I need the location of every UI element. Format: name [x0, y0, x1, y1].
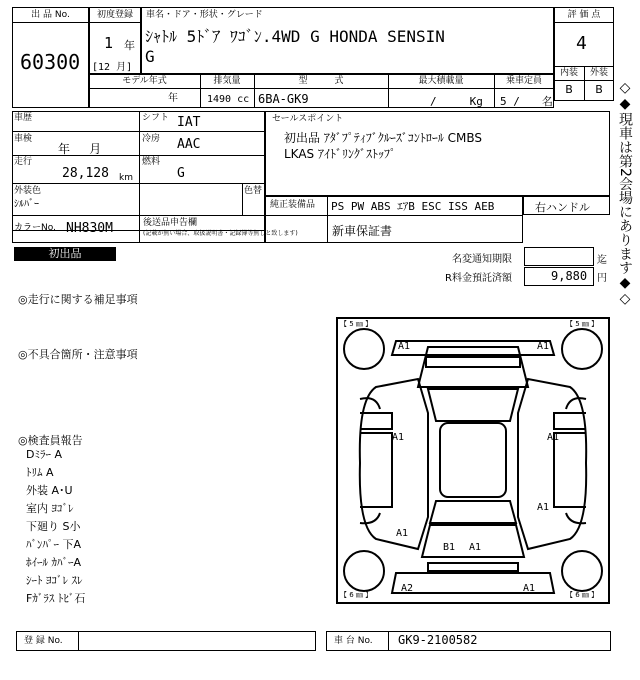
tire-front-left	[344, 329, 384, 369]
inspector-item: ﾎｲｰﾙ ｶﾊﾞｰA	[26, 556, 82, 569]
divider	[12, 131, 265, 132]
roof	[440, 423, 506, 497]
load-value: / Kg	[430, 95, 483, 108]
exterior-grade: B	[595, 83, 603, 96]
divider	[242, 183, 243, 215]
color-no-label: カラーNo.	[14, 223, 56, 233]
tire-rear-right	[562, 551, 602, 591]
tire-front-right	[562, 329, 602, 369]
ac-value: AAC	[177, 137, 201, 152]
divider	[89, 88, 554, 89]
divider	[12, 22, 89, 23]
divider	[554, 22, 614, 23]
damage-mark: A1	[523, 583, 536, 594]
notice-label: 名変通知期限	[452, 254, 512, 265]
capacity-label: 乗車定員	[505, 76, 542, 86]
aftermarket-note: (記載が無い場合、取扱説明書・記録簿等無しと致します)	[143, 230, 298, 237]
left-front-fender	[360, 413, 392, 429]
chassis-value: GK9-2100582	[398, 633, 478, 647]
divider	[139, 215, 140, 243]
fuel-label: 燃料	[142, 157, 161, 167]
tire-rear-left	[344, 551, 384, 591]
interior-label: 内装	[559, 68, 578, 78]
sales-point-line2: LKAS ｱｲﾄﾞﾘﾝｸﾞｽﾄｯﾌﾟ	[284, 147, 396, 161]
repaint-label: 色替	[244, 186, 263, 196]
color-no-value: NH830M	[66, 221, 113, 236]
car-name-line2: G	[145, 47, 155, 66]
driving-notes-label: ◎走行に関する補足事項	[18, 293, 138, 306]
front-grille	[426, 357, 520, 367]
fee-value: 9,880	[551, 269, 588, 283]
defects-label: ◎不具合箇所・注意事項	[18, 348, 138, 361]
side-banner	[614, 80, 636, 370]
history-label: 車歴	[14, 113, 33, 123]
car-name-line1: ｼｬﾄﾙ 5ﾄﾞｱ ﾜｺﾞﾝ.4WD G HONDA SENSIN	[145, 27, 445, 46]
rear-window	[430, 501, 516, 523]
first-reg-label: 初度登録	[96, 10, 133, 20]
warranty-value: 新車保証書	[332, 224, 393, 238]
reg-no-label: 登 録 No.	[24, 636, 63, 646]
lot-label: 出 品 No.	[31, 10, 70, 20]
right-front-fender	[554, 413, 586, 429]
damage-mark: A2	[401, 583, 414, 594]
mileage-unit: km	[119, 173, 133, 183]
inspection-label: 車検	[14, 134, 33, 144]
divider	[327, 196, 328, 215]
shift-label: シフト	[142, 113, 170, 123]
shift-value: IAT	[177, 115, 201, 130]
divider	[12, 155, 265, 156]
sales-point-label: セールスポイント	[272, 114, 344, 124]
inspector-item: ﾊﾞﾝﾊﾟｰ 下A	[26, 538, 82, 551]
color-label: 外装色	[14, 186, 42, 196]
right-front-arch	[566, 398, 586, 409]
divider	[265, 215, 523, 216]
first-reg-month: [12 月]	[92, 62, 133, 73]
chassis-label: 車 台 No.	[334, 636, 373, 646]
first-listing-badge: 初出品	[14, 247, 116, 261]
car-name-label: 車名・ドア・形状・グレード	[146, 10, 263, 20]
car-outline	[336, 317, 610, 604]
fee-unit: 円	[597, 273, 607, 284]
damage-mark: A1	[398, 341, 411, 352]
rear-garnish	[428, 563, 518, 571]
tire-depth-rr: 【 6 ㎜ 】	[566, 591, 599, 599]
left-doors	[360, 433, 392, 507]
damage-mark: A1	[392, 432, 405, 443]
inspector-item: Fｶﾞﾗｽ ﾄﾋﾞ石	[26, 592, 86, 605]
aftermarket-label: 後送品申告欄	[143, 218, 198, 228]
inspection-value: 年 月	[58, 142, 102, 156]
model-year-label: モデル年式	[122, 76, 167, 86]
fuel-value: G	[177, 166, 185, 181]
damage-mark: A1	[547, 432, 560, 443]
windshield	[428, 389, 518, 421]
inspector-item: ｼｰﾄ ﾖｺﾞﾚ ｽﾚ	[26, 574, 83, 587]
ac-label: 冷房	[142, 134, 161, 144]
inspector-item: 室内 ﾖｺﾞﾚ	[26, 502, 74, 515]
divider	[327, 215, 328, 243]
fee-label: R料金預託済額	[445, 273, 512, 284]
notice-value-box	[524, 247, 594, 266]
first-reg-year: 1	[104, 34, 114, 52]
tire-depth-fr: 【 5 ㎜ 】	[566, 320, 599, 328]
inspector-label: ◎検査員報告	[18, 434, 83, 447]
left-front-arch	[360, 398, 380, 409]
rating-value: 4	[576, 33, 587, 54]
lot-number: 60300	[20, 50, 81, 74]
notice-unit: 迄	[597, 255, 607, 266]
side-banner-text: ◇◆現車は第2会場にあります◆◇	[617, 80, 633, 307]
divider	[12, 183, 265, 184]
damage-mark: A1	[537, 341, 550, 352]
model-year-unit: 年	[168, 93, 178, 104]
capacity-value: 5 / 名	[500, 95, 553, 108]
divider	[139, 111, 140, 215]
inspector-item: ﾄﾘﾑ A	[26, 466, 54, 479]
year-unit: 年	[124, 39, 135, 52]
equipment-label: 純正装備品	[270, 200, 316, 210]
equipment-value: PS PW ABS ｴｱB ESC ISS AEB	[331, 200, 495, 213]
sales-point-line1: 初出品 ｱﾀﾞﾌﾟﾃｨﾌﾞｸﾙｰｽﾞｺﾝﾄﾛｰﾙ CMBS	[284, 131, 483, 145]
inspector-item: 下廻り S小	[26, 520, 81, 533]
mileage-label: 走行	[14, 157, 33, 167]
divider	[388, 631, 389, 651]
tire-depth-rl: 【 6 ㎜ 】	[340, 591, 373, 599]
inspector-item: Dﾐﾗｰ A	[26, 448, 62, 461]
steering-value: 右ハンドル	[535, 201, 590, 214]
damage-mark: A1	[469, 542, 482, 553]
damage-mark: A1	[537, 502, 550, 513]
damage-mark: A1	[396, 528, 409, 539]
right-doors	[554, 433, 586, 507]
displacement-value: 1490 cc	[207, 94, 250, 105]
tire-depth-fl: 【 5 ㎜ 】	[340, 320, 373, 328]
exterior-label: 外装	[589, 68, 608, 78]
interior-grade: B	[565, 83, 573, 96]
type-label: 型 式	[298, 76, 344, 86]
divider	[89, 22, 141, 23]
rating-label: 評 価 点	[567, 10, 601, 20]
damage-mark: B1	[443, 542, 456, 553]
mileage-value: 28,128	[62, 166, 109, 181]
load-label: 最大積載量	[418, 76, 464, 86]
type-value: 6BA-GK9	[258, 92, 309, 106]
inspector-item: 外装 A･U	[26, 484, 73, 497]
divider	[78, 631, 79, 651]
displacement-label: 排気量	[213, 76, 241, 86]
color-value: ｼﾙﾊﾞｰ	[14, 199, 39, 210]
